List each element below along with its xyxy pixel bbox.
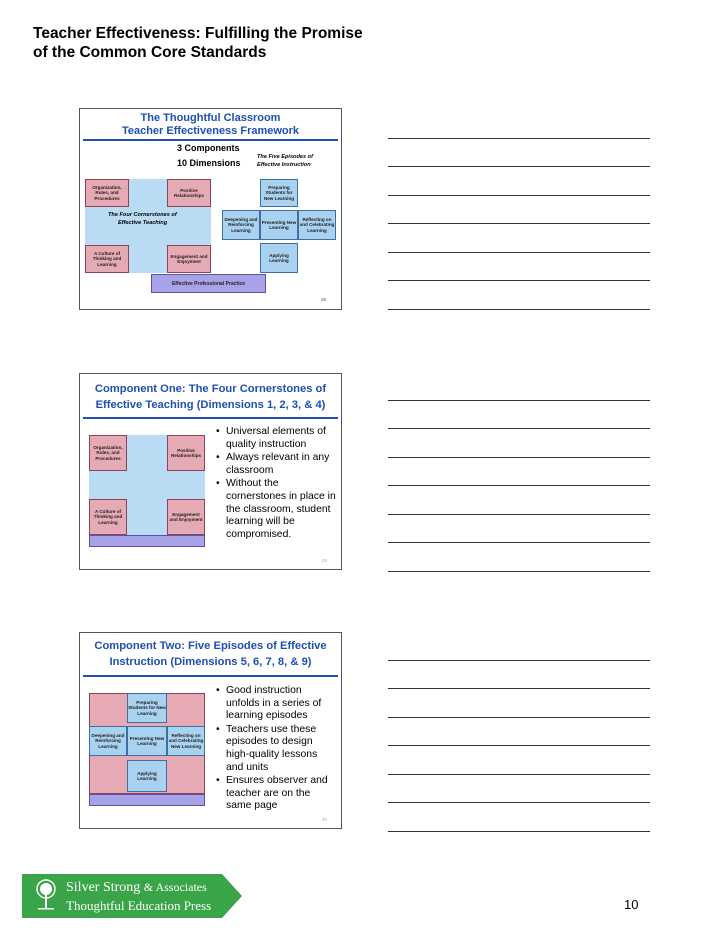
four-cornerstones-label-2: Effective Teaching bbox=[118, 220, 168, 226]
bullet-item: • Always relevant in any classroom bbox=[226, 452, 336, 477]
note-line bbox=[388, 802, 650, 803]
deepening-box: Deepening and Reinforcing Learning bbox=[89, 726, 127, 756]
logo-line2: Thoughtful Education Press bbox=[66, 898, 212, 913]
dimensions-label: 10 Dimensions bbox=[177, 158, 241, 168]
slide-title-line2: Effective Teaching (Dimensions 1, 2, 3, & 4) bbox=[95, 399, 326, 411]
presenting-box: Presenting New Learning bbox=[260, 210, 298, 240]
slide-title-line1: Component Two: Five Episodes of Effective bbox=[94, 640, 327, 652]
slide-component-one bbox=[79, 373, 342, 570]
title-rule bbox=[83, 417, 338, 419]
engagement-box: Engagement and Enjoyment bbox=[167, 499, 205, 535]
bullet-item: • Universal elements of quality instruction bbox=[226, 426, 336, 451]
reflecting-box: Reflecting on and Celebrating New Learning bbox=[167, 726, 205, 756]
slide-title-line1: The Thoughtful Classroom bbox=[140, 112, 281, 124]
applying-box: Applying Learning bbox=[127, 760, 167, 792]
note-line bbox=[388, 717, 650, 718]
preparing-box: Preparing Students for New Learning bbox=[127, 693, 167, 723]
note-line bbox=[388, 774, 650, 775]
five-episodes-label-2: Effective Instruction bbox=[257, 162, 311, 168]
culture-box: A Culture of Thinking and Learning bbox=[85, 245, 129, 273]
page-number: 10 bbox=[624, 897, 639, 912]
note-line bbox=[388, 223, 650, 224]
note-line bbox=[388, 195, 650, 196]
logo-associates: & Associates bbox=[143, 880, 207, 894]
culture-box: A Culture of Thinking and Learning bbox=[89, 499, 127, 535]
preparing-box: Preparing Students for New Learning bbox=[260, 179, 298, 207]
slide-title-line1: Component One: The Four Cornerstones of bbox=[94, 383, 327, 395]
organization-box: Organization, Rules, and Procedures bbox=[85, 179, 129, 207]
professional-practice-label: Effective Professional Practice bbox=[171, 280, 246, 287]
presenting-box: Presenting New Learning bbox=[127, 726, 167, 756]
note-line bbox=[388, 166, 650, 167]
four-cornerstones-label-1: The Four Cornerstones of bbox=[108, 212, 177, 218]
organization-box: Organization, Rules, and Procedures bbox=[89, 435, 127, 471]
note-line bbox=[388, 688, 650, 689]
bullet-item: • Ensures observer and teacher are on the same page bbox=[226, 775, 336, 813]
reflecting-box: Reflecting on and Celebrating Learning bbox=[298, 210, 336, 240]
relationships-box: Positive Relationships bbox=[167, 179, 211, 207]
title-rule bbox=[83, 675, 338, 677]
logo-name: Silver Strong bbox=[66, 880, 141, 895]
bullet-item: • Good instruction unfolds in a series of learning episodes bbox=[226, 685, 336, 723]
bullet-item: • Teachers use these episodes to design high-quality lessons and units bbox=[226, 724, 336, 774]
bullet-list bbox=[214, 426, 336, 542]
note-line bbox=[388, 457, 650, 458]
note-line bbox=[388, 309, 650, 310]
five-episodes-label-1: The Five Episodes of bbox=[257, 154, 313, 160]
engagement-box: Engagement and Enjoyment bbox=[167, 245, 211, 273]
note-line bbox=[388, 831, 650, 832]
slide-title-line2: Teacher Effectiveness Framework bbox=[121, 125, 300, 137]
components-label: 3 Components bbox=[177, 143, 240, 153]
note-line bbox=[388, 252, 650, 253]
slide-number: 29 bbox=[322, 558, 328, 563]
note-line bbox=[388, 400, 650, 401]
slide-number: 28 bbox=[321, 297, 327, 302]
note-line bbox=[388, 485, 650, 486]
note-line bbox=[388, 428, 650, 429]
slide-component-two bbox=[79, 632, 342, 829]
professional-practice-bar bbox=[151, 274, 266, 293]
bullet-list bbox=[214, 685, 336, 814]
publisher-logo bbox=[22, 874, 242, 918]
note-line bbox=[388, 745, 650, 746]
slide-number: 30 bbox=[322, 817, 328, 822]
slide-title-line2: Instruction (Dimensions 5, 6, 7, 8, & 9) bbox=[109, 656, 312, 668]
deepening-box: Deepening and Reinforcing Learning bbox=[222, 210, 260, 240]
note-line bbox=[388, 660, 650, 661]
relationships-box: Positive Relationships bbox=[167, 435, 205, 471]
professional-practice-bar bbox=[89, 794, 205, 806]
slide-framework bbox=[79, 108, 342, 310]
bullet-item: • Without the cornerstones in place in the classroom, student learning will be compromised. bbox=[226, 478, 336, 541]
note-line bbox=[388, 280, 650, 281]
note-line bbox=[388, 138, 650, 139]
note-line bbox=[388, 542, 650, 543]
document-title: Teacher Effectiveness: Fulfilling the Promise of the Common Core Standards bbox=[33, 25, 363, 61]
note-line bbox=[388, 514, 650, 515]
note-line bbox=[388, 571, 650, 572]
logo-line1 bbox=[66, 880, 207, 896]
professional-practice-bar bbox=[89, 535, 205, 547]
applying-box: Applying Learning bbox=[260, 243, 298, 273]
title-rule bbox=[83, 139, 338, 141]
